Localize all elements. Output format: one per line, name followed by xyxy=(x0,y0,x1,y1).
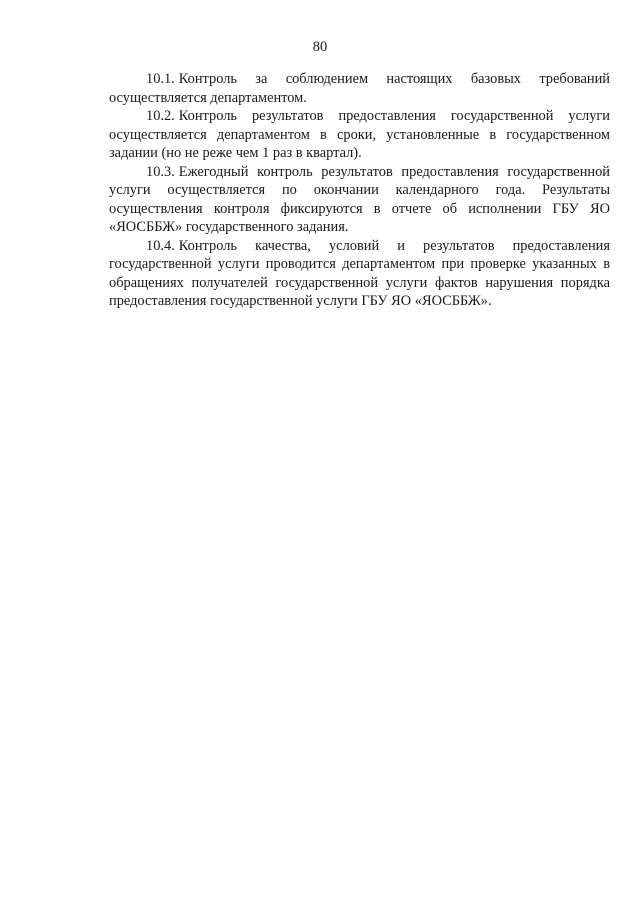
paragraph-number: 10.2. xyxy=(146,108,175,124)
paragraph-number: 10.3. xyxy=(146,163,175,180)
paragraph-10-4 xyxy=(109,237,610,311)
paragraph-text: Контроль качества, условий и результатов предоставления государственной услуги проводится департаментом при проверке указанных в обращениях получателей государственной услуги фактов нарушения порядка предоставления государственной услуги ГБУ ЯО «ЯОСББЖ». xyxy=(109,237,610,309)
paragraph-text: Контроль за соблюдением настоящих базовых требований осуществляется департаментом. xyxy=(109,71,610,106)
paragraph-number: 10.4. xyxy=(146,237,175,254)
document-body xyxy=(109,70,610,311)
paragraph-text: Контроль результатов предоставления государственной услуги осуществляется департаментом в сроки, установленные в государственном задании (но не реже чем 1 раз в квартал). xyxy=(109,108,610,161)
paragraph-10-3 xyxy=(109,163,610,237)
page-number: 80 xyxy=(312,39,328,55)
paragraph-text: Ежегодный контроль результатов предоставления государственной услуги осуществляется по окончании календарного года. Результаты осуществления контроля фиксируются в отчете об исполнении ГБУ ЯО «ЯОСББЖ» государственного задания. xyxy=(109,163,610,235)
paragraph-10-1 xyxy=(109,70,610,107)
paragraph-number: 10.1. xyxy=(146,71,175,87)
paragraph-10-2 xyxy=(109,107,610,163)
